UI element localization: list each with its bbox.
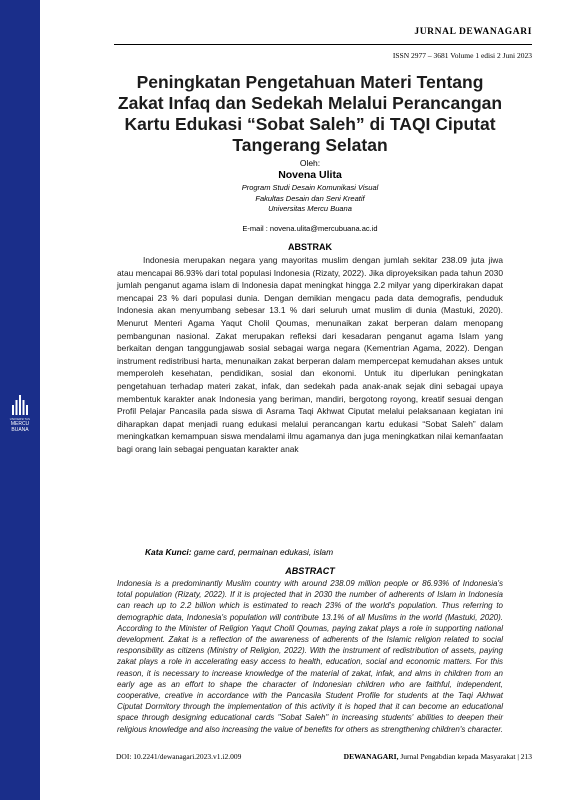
doi-link[interactable]: DOI: 10.2241/dewanagari.2023.v1.i2.009 (116, 752, 242, 761)
keywords-line (145, 547, 333, 557)
university-logo (4, 395, 36, 435)
title-line: Kartu Edukasi “Sobat Saleh” di TAQI Ciputat (124, 114, 496, 134)
abstract-body: Indonesia is a predominantly Muslim country with around 238.09 million people or 86.93% of Indonesia's total population (Rizaty, 2022). If it is projected that in 2030 the number of adherents of Islam in Indonesia can reach up to 2.2 billion which is estimated to reach 23% of the world's population. Thus referring to demographic data, Indonesia's population will contribute 13.1% of all Muslims in the world (Mastuki, 2020). According to the Minister of Religion Yaqut Cholil Qoumas, paying zakat plays a role in supporting national development. Zakat is a reflection of the awareness of adherents of the Islamic religion related to social responsibility as citizens (Ministry of Religion, 2022). With the instrument of redistribution of assets, paying zakat plays a role in accelerating easy access to health, education, social and economic matters. For this reason, it is necessary to increase knowledge of the material of zakat, infak, and alms in children from an early age as an effort to shape the character of Indonesian children who are faithful, independent, cooperative, creative in accordance with the Pancasila Student Profile for students at the Taqi Akhwat Ciputat Dormitory through the implementation of this activity it is hoped that it can become an educational space through designing educational cards "Sobat Saleh" in increasing students' abilities to deepen their religious knowledge and also increasing the value of benefits for others as strengthening children's character. (117, 579, 503, 734)
keywords-value: game card, permainan edukasi, islam (191, 547, 334, 557)
header-rule (114, 44, 532, 45)
author-name: Novena Ulita (278, 169, 342, 181)
journal-name: JURNAL DEWANAGARI (414, 27, 532, 37)
keywords-label: Kata Kunci: (145, 547, 192, 557)
logo-name: MERCU BUANA (10, 421, 30, 433)
author-email: E-mail : novena.ulita@mercubuana.ac.id (242, 224, 378, 233)
article-title (110, 72, 510, 156)
affiliation-line: Fakultas Desain dan Seni Kreatif (255, 193, 365, 203)
mercu-buana-logo-icon (12, 395, 28, 417)
affiliation-line: Program Studi Desain Komunikasi Visual (241, 183, 379, 192)
abstrak-body: Indonesia merupakan negara yang mayoritas muslim dengan jumlah sekitar 238.09 juta jiwa atau mencapai 86.93% dari total populasi Indonesia (Rizaty, 2022). Jika diproyeksikan pada tahun 2030 jumlah penganut agama islam di Indonesia dapat meningkat hingga 2.2 milyar yang diperkirakan dapat mencapai 23 % dari populasi dunia. Dengan demikian mengacu pada data demografis, penduduk Indonesia akan menyumbang sebesar 13.1 % dari seluruh umat muslim di dunia (Mastuki, 2020). Menurut Menteri Agama Yaqut Cholil Qoumas, menunaikan zakat berperan dalam menopang pembangunan nasional. Zakat merupakan refleksi dari kesadaran penganut agama Islam yang berkaitan dengan tanggungjawab sosial sebagai warga negara (Kementrian Agama, 2022). Dengan instrument redistribusi harta, menunaikan zakat berperan dalam mempercepat kemudahan akses untuk memperoleh kesehatan, pendidikan, sosial dan ekonomi. Untuk itu diperlukan peningkatan pengetahuan terhadap materi zakat, infak, dan sedekah pada anak-anak sejak dini sebagai upaya membentuk karakter anak Indonesia yang beriman, mandiri, bergotong royong, kreatif sesuai dengan Profil Pelajar Pancasila pada siswa di Asrama Taqi Akhwat Ciputat melalui pelaksanaan kegiatan ini diharapkan dapat menjadi ruang edukasi melalui perancangan kartu edukasi “Sobat Saleh” dalam meningkatkan kemampuan siswa mendalami ilmu agamanya dan juga meningkatkan nilai kemanfaatan bagi orang lain sebagai penguatan karakter anak (117, 255, 503, 454)
abstract-heading: ABSTRACT (285, 566, 335, 576)
oleh-label: Oleh: (299, 158, 321, 168)
title-line: Peningkatan Pengetahuan Materi Tentang (136, 72, 484, 92)
abstrak-heading: ABSTRAK (288, 242, 332, 252)
footer-journal (344, 752, 532, 761)
issn-line: ISSN 2977 – 3681 Volume 1 edisi 2 Juni 2023 (392, 51, 532, 60)
affiliation-line: Universitas Mercu Buana (268, 204, 352, 213)
author-affiliation (110, 183, 510, 215)
footer-journal-name: DEWANAGARI, (343, 752, 399, 761)
footer-journal-subtitle: Jurnal Pengabdian kepada Masyarakat | 213 (398, 752, 532, 761)
title-line: Zakat Infaq dan Sedekah Melalui Perancangan (117, 93, 503, 113)
logo-small-text: UNIVERSITAS (9, 418, 31, 421)
sidebar-band (0, 0, 40, 800)
title-line: Tangerang Selatan (232, 135, 388, 155)
